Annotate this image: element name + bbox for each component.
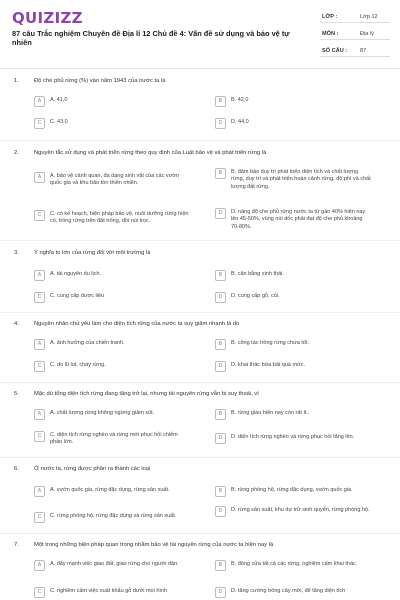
- question-number: 5.: [14, 391, 19, 397]
- option-text: A. tài nguyên du lịch.: [50, 271, 102, 277]
- option-text: A. bảo vệ cảnh quan, đa dạng sinh vật của các vườn quốc gia và khu bảo tồn thiên nhiên.: [50, 173, 179, 187]
- option-text: B. đảm bảo duy trì phát triển diện tích và chất lượng rừng, duy trì và phát triển hoàn cảnh rừng, độ phì và chất lượng đất rừng.: [231, 169, 371, 190]
- meta-row-count: [320, 44, 390, 57]
- option-text: D. tăng cường trồng cây mới, để tăng diện tích: [231, 588, 346, 594]
- meta-value: Địa lý: [360, 31, 374, 37]
- question-text: Ý nghĩa to lớn của rừng đối với môi trường là: [34, 250, 151, 256]
- question-number: 4.: [14, 321, 19, 327]
- question-number: 3.: [14, 250, 19, 256]
- option-letter-box: B: [215, 486, 226, 497]
- option-text: D. cung cấp gỗ, củi.: [231, 293, 280, 299]
- question-text: Mặc dù tổng diện tích rừng đang tăng trở lại, nhưng tài nguyên rừng vẫn bị suy thoái, vì: [34, 391, 259, 397]
- option-text: B. rừng phòng hộ, rừng đặc dụng, vườn quốc gia.: [231, 487, 353, 493]
- question-divider: [0, 533, 400, 534]
- question-number: 2.: [14, 150, 19, 156]
- option-text: B. cân bằng sinh thái.: [231, 271, 284, 277]
- option-text: D. 44,0: [231, 119, 249, 125]
- option-text: D. khai thác bừa bãi quá mức.: [231, 362, 306, 368]
- option-text: D. nâng độ che phủ rừng nước ta từ gần 40% hiện nay lên 45-50%, vùng núi dốc phải đạt độ che phủ khoảng 70-80%.: [231, 209, 366, 230]
- option-letter-box: C: [34, 361, 45, 372]
- question-divider: [0, 140, 400, 141]
- meta-value: 87: [360, 48, 367, 54]
- option-text: D. diện tích rừng nghèo và rừng phục hồi tăng lên.: [231, 434, 355, 440]
- option-letter-box: B: [215, 339, 226, 350]
- question-divider: [0, 312, 400, 313]
- meta-key: SỐ CÂU :: [322, 48, 348, 54]
- document-title: 87 câu Trắc nghiệm Chuyên đề Địa lí 12 Chủ đề 4: Vấn đề sử dụng và bảo vệ tự nhiên: [12, 29, 290, 47]
- option-letter-box: B: [215, 168, 226, 179]
- option-letter-box: C: [34, 512, 45, 523]
- question-divider: [0, 382, 400, 383]
- question-divider: [0, 240, 400, 241]
- meta-key: LỚP :: [322, 14, 338, 20]
- option-text: A. chất lượng rừng không ngừng giảm sút.: [50, 410, 155, 416]
- page-header: [0, 0, 400, 70]
- option-text: B. công tác trồng rừng chưa tốt.: [231, 340, 309, 346]
- option-letter-box: C: [34, 431, 45, 442]
- option-letter-box: A: [34, 339, 45, 350]
- option-text: C. diện tích rừng nghèo và rừng mới phục hồi chiếm phần lớn.: [50, 432, 178, 446]
- option-letter-box: A: [34, 172, 45, 183]
- option-letter-box: C: [34, 118, 45, 129]
- option-text: C. cung cấp dược liệu: [50, 293, 105, 299]
- question-text: Ở nước ta, rừng được phân ra thành các loại: [34, 466, 151, 472]
- meta-row-subject: [320, 27, 390, 40]
- meta-value: Lớp 12: [360, 14, 378, 20]
- option-letter-box: C: [34, 210, 45, 221]
- option-letter-box: A: [34, 486, 45, 497]
- option-letter-box: D: [215, 587, 226, 598]
- option-letter-box: C: [34, 292, 45, 303]
- option-text: A. vườn quốc gia, rừng đặc dụng, rừng sản xuất.: [50, 487, 170, 493]
- header-divider: [0, 68, 400, 69]
- meta-info: [320, 10, 390, 60]
- option-letter-box: B: [215, 560, 226, 571]
- option-text: C. 43,0: [50, 119, 68, 125]
- option-text: C. do lũ lụt, cháy rừng.: [50, 362, 106, 368]
- option-letter-box: A: [34, 96, 45, 107]
- option-letter-box: B: [215, 270, 226, 281]
- option-text: C. rừng phòng hộ, rừng đặc dụng và rừng sản xuất.: [50, 513, 177, 519]
- question-text: Nguyên tắc sử dụng và phát triển rừng theo quy định của Luật bảo vệ và phát triển rừng là: [34, 150, 267, 156]
- option-letter-box: D: [215, 506, 226, 517]
- question-text: Nguyên nhân chủ yếu làm cho diện tích rừng của nước ta suy giảm nhanh là do: [34, 321, 240, 327]
- option-text: A. đẩy mạnh việc giao đất, giao rừng cho người dân.: [50, 561, 179, 567]
- option-letter-box: B: [215, 409, 226, 420]
- option-letter-box: D: [215, 208, 226, 219]
- option-letter-box: C: [34, 587, 45, 598]
- question-divider: [0, 457, 400, 458]
- option-letter-box: A: [34, 409, 45, 420]
- meta-key: MÔN :: [322, 31, 339, 37]
- option-text: D. rừng sản xuất, khu dự trữ sinh quyển, rừng phòng hộ.: [231, 507, 370, 513]
- option-letter-box: D: [215, 433, 226, 444]
- question-text: Một trong những biện pháp quan trọng nhằm bảo vệ tài nguyên rừng của nước ta hiện nay là: [34, 542, 274, 548]
- option-letter-box: D: [215, 292, 226, 303]
- option-text: C. có kế hoạch, biện pháp bảo vệ, nuôi dưỡng rừng hiện có, trồng rừng trên đất trống, đồi núi trọc.: [50, 211, 189, 225]
- option-text: C. nghiêm cấm việc xuất khẩu gỗ dưới mọi hình: [50, 588, 168, 594]
- question-number: 1.: [14, 78, 19, 84]
- option-text: B. đóng cửa tất cả các rừng, nghiêm cấm khai thác.: [231, 561, 358, 567]
- meta-row-class: [320, 10, 390, 23]
- option-letter-box: A: [34, 270, 45, 281]
- question-text: Độ che phủ rừng (%) vào năm 1943 của nước ta là: [34, 78, 166, 84]
- option-letter-box: D: [215, 118, 226, 129]
- option-text: A. 41,0: [50, 97, 68, 103]
- option-text: B. 42,0: [231, 97, 249, 103]
- option-letter-box: A: [34, 560, 45, 571]
- question-number: 7.: [14, 542, 19, 548]
- option-text: B. rừng giàu hiện nay còn rất ít.: [231, 410, 309, 416]
- option-letter-box: D: [215, 361, 226, 372]
- option-letter-box: B: [215, 96, 226, 107]
- question-number: 6.: [14, 466, 19, 472]
- quizizz-logo: QUIZIZZ: [12, 9, 83, 27]
- option-text: A. ảnh hưởng của chiến tranh.: [50, 340, 125, 346]
